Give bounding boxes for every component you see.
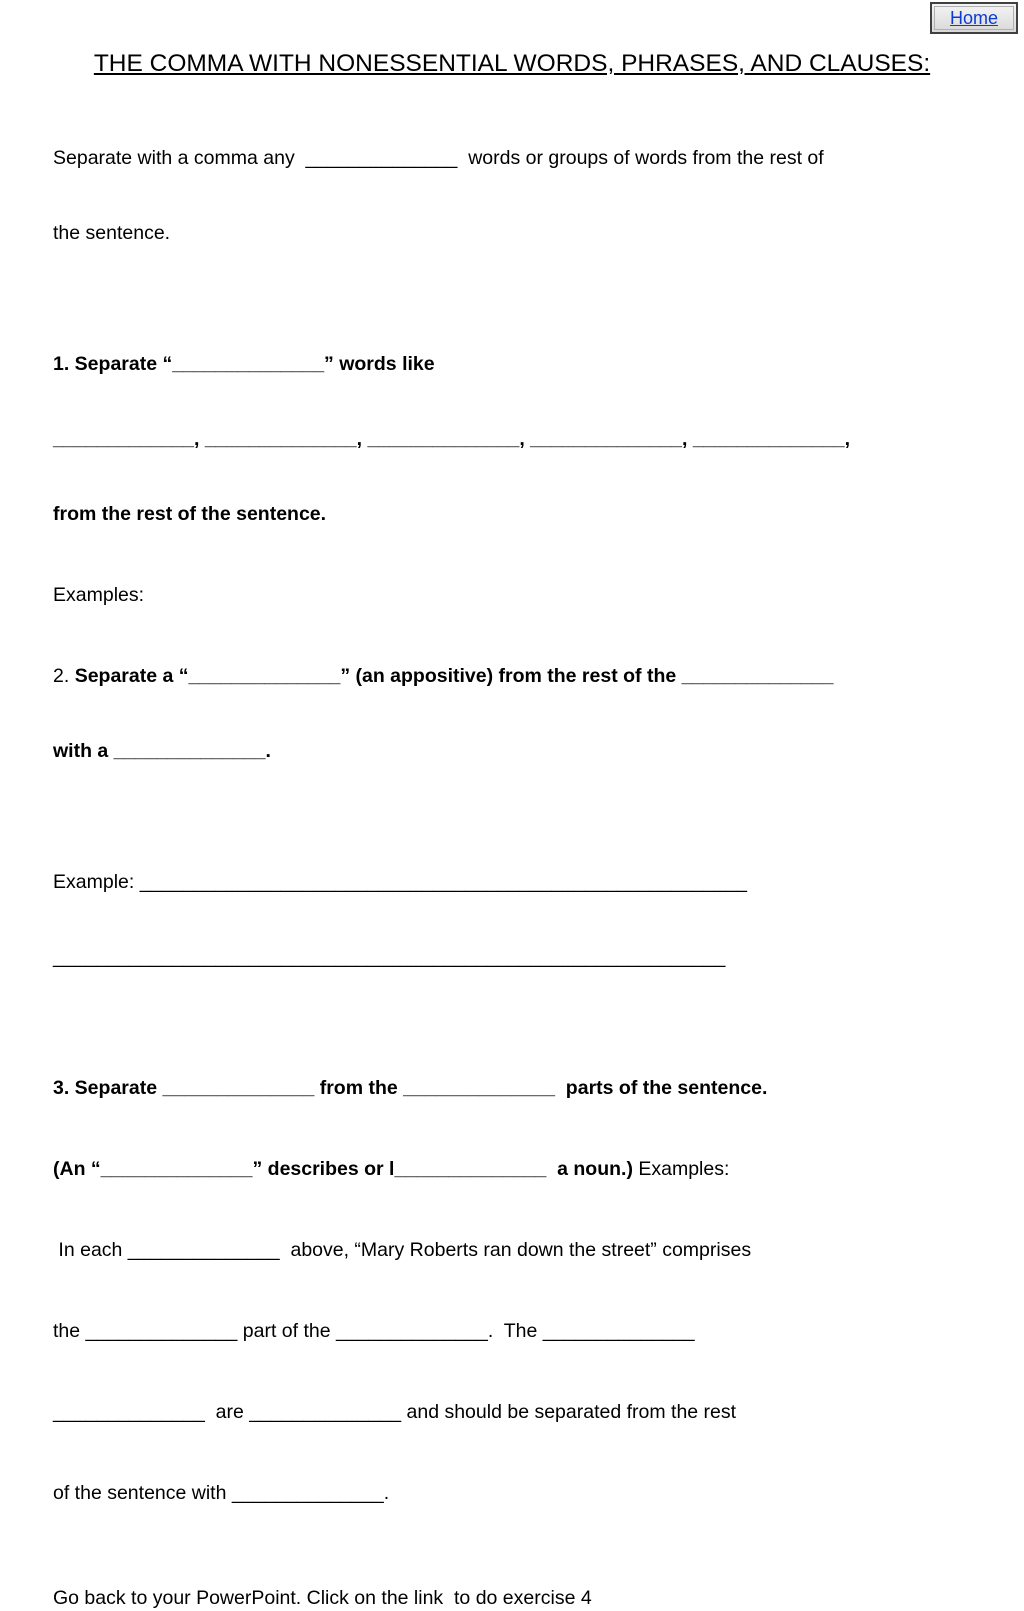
example-line-2: ______________________________________________________________ <box>53 946 726 968</box>
explanation-line-3: ______________ are ______________ and should be separated from the rest <box>53 1401 737 1423</box>
example-line-1: Example: ________________________________________________________ <box>53 871 748 893</box>
rule-2-number: 2. <box>53 665 75 687</box>
home-button[interactable]: Home <box>930 2 1018 34</box>
rule-3-definition <box>53 1157 988 1182</box>
rule-2-paragraph <box>53 614 988 814</box>
rule-2-text: Separate a “______________” (an appositive) from the rest of the ______________ <box>74 665 834 687</box>
explanation-paragraph <box>53 1188 988 1556</box>
slide-title: THE COMMA WITH NONESSENTIAL WORDS, PHRASES, AND CLAUSES: <box>93 50 931 77</box>
rule-2-line-2: with a ______________. <box>53 740 271 762</box>
rule-3-definition-bold: (An “______________” describes or l______________ a noun.) <box>53 1158 633 1180</box>
explanation-line-4: of the sentence with ______________. <box>53 1482 390 1504</box>
rule-1-paragraph <box>53 302 988 577</box>
intro-paragraph <box>53 96 988 296</box>
rule-3-paragraph <box>53 1026 988 1151</box>
rule-3-line-1: 3. Separate ______________ from the ______________ parts of the sentence. <box>53 1077 768 1099</box>
exercise-instruction: Go back to your PowerPoint. Click on the link to do exercise 4 <box>53 1587 592 1609</box>
rule-1-line-3: from the rest of the sentence. <box>53 503 327 525</box>
example-paragraph <box>53 820 988 1020</box>
slide-body <box>53 96 988 1611</box>
examples-label: Examples: <box>53 584 145 606</box>
explanation-line-1: In each ______________ above, “Mary Roberts ran down the street” comprises <box>53 1239 752 1261</box>
rule-1-line-2: _____________, ______________, ______________, ______________, ______________, <box>53 428 851 450</box>
rule-1-line-1: 1. Separate “______________” words like <box>53 353 435 375</box>
rule-3-definition-examples: Examples: <box>632 1158 730 1180</box>
rule-2-line-1 <box>53 664 988 689</box>
explanation-line-2: the ______________ part of the ______________. The ______________ <box>53 1320 695 1342</box>
intro-line-1: Separate with a comma any ______________ words or groups of words from the rest of <box>53 147 824 169</box>
intro-line-2: the sentence. <box>53 222 171 244</box>
